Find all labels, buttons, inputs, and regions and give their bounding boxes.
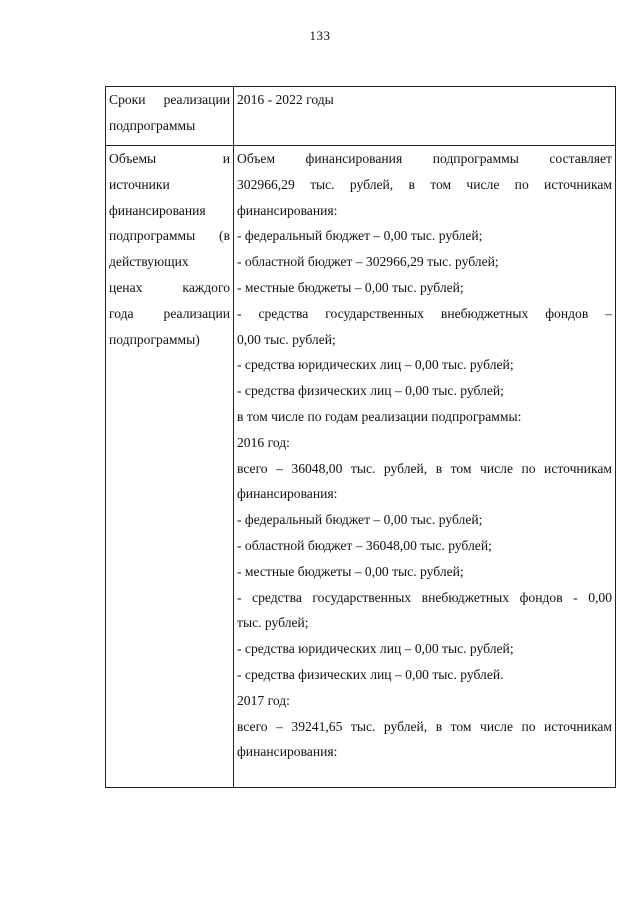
- period-label-line: Сроки реализации: [109, 92, 230, 107]
- page-number: 133: [309, 28, 331, 43]
- funding-content-line: - средства физических лиц – 0,00 тыс. рублей.: [237, 666, 504, 682]
- funding-content-line: - областной бюджет – 36048,00 тыс. рублей;: [237, 537, 492, 553]
- period-label-cell: [106, 87, 234, 146]
- funding-label-cell: [106, 146, 234, 788]
- funding-content-cell: [234, 146, 616, 788]
- funding-content-line: - областной бюджет – 302966,29 тыс. рублей;: [237, 254, 499, 270]
- funding-content-line: - средства юридических лиц – 0,00 тыс. рублей;: [237, 641, 514, 657]
- funding-content-line: - средства физических лиц – 0,00 тыс. рублей;: [237, 383, 504, 399]
- passport-table: [105, 86, 616, 788]
- funding-content-line: - средства государственных внебюджетных фондов - 0,00: [237, 589, 612, 605]
- funding-content-line: 2016 год:: [237, 434, 290, 450]
- funding-content-line: тыс. рублей;: [237, 615, 309, 631]
- funding-label-line: действующих: [109, 254, 189, 270]
- funding-content-line: - местные бюджеты – 0,00 тыс. рублей;: [237, 279, 464, 295]
- funding-content-line: 302966,29 тыс. рублей, в том числе по источникам: [237, 176, 612, 192]
- funding-label-line: финансирования: [109, 202, 206, 218]
- period-label-line: подпрограммы: [109, 118, 196, 133]
- table-row-period: [106, 87, 616, 146]
- funding-content-line: - средства юридических лиц – 0,00 тыс. рублей;: [237, 357, 514, 373]
- funding-content-line: - федеральный бюджет – 0,00 тыс. рублей;: [237, 512, 483, 528]
- funding-label-line: источники: [109, 176, 170, 192]
- funding-label-line: подпрограммы (в: [109, 228, 230, 244]
- funding-label-line: ценах каждого: [109, 279, 230, 295]
- funding-content-line: - местные бюджеты – 0,00 тыс. рублей;: [237, 563, 464, 579]
- funding-content-line: всего – 36048,00 тыс. рублей, в том числе по источникам: [237, 460, 612, 476]
- period-value: 2016 - 2022 годы: [237, 92, 334, 107]
- table-row-funding: [106, 146, 616, 788]
- funding-content-line: - федеральный бюджет – 0,00 тыс. рублей;: [237, 228, 483, 244]
- funding-content-line: всего – 39241,65 тыс. рублей, в том числе по источникам: [237, 718, 612, 734]
- funding-content-line: 2017 год:: [237, 692, 290, 708]
- funding-content-line: - средства государственных внебюджетных фондов –: [237, 305, 612, 321]
- funding-content-line: в том числе по годам реализации подпрограммы:: [237, 408, 522, 424]
- funding-label-line: года реализации: [109, 305, 230, 321]
- funding-content-line: финансирования:: [237, 202, 338, 218]
- funding-label-line: подпрограммы): [109, 331, 200, 347]
- funding-content-line: финансирования:: [237, 486, 338, 502]
- funding-content-line: финансирования:: [237, 744, 338, 760]
- funding-content-line: Объем финансирования подпрограммы составляет: [237, 151, 612, 166]
- funding-content-line: 0,00 тыс. рублей;: [237, 331, 336, 347]
- period-value-cell: [234, 87, 616, 146]
- funding-label-line: Объемы и: [109, 151, 230, 166]
